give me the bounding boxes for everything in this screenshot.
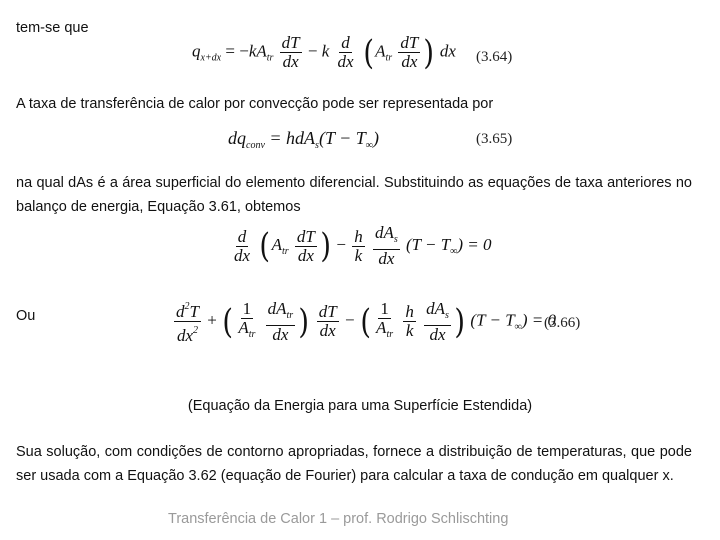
equation-substituted: $\frac{d}{dx}$ ($A_{tr}$ $\frac{dT}{dx}$ ) − $\frac{h}{k}$ $\frac{dA_s}{dx}$ $(T - T_\infty) = 0$ (234, 223, 492, 268)
equation-number-3-66: (3.66) (544, 315, 581, 331)
paragraph-1: na qual dAs é a área superficial do elemento diferencial. Substituindo as equações de taxa anteriores no balanço de energia, Equação 3.61, obtemos (16, 175, 692, 215)
equation-3-65: $dq_{conv} = hdA_s(T - T_\infty)$ (228, 128, 379, 151)
intro-text-1: tem-se que (16, 20, 89, 36)
equation-3-66: $\frac{d^2T}{dx^2}$ + ( $\frac{1}{A_{tr}}$ $\frac{dA_{tr}}{dx}$ ) $\frac{dT}{dx}$ − ( $\frac{1}{A_{tr}}$ $\frac{h}{k}$ $\frac{dA_s}{dx}$ ) $(T - T_\infty) = 0$ (176, 298, 556, 345)
intro-text-3: Ou (16, 308, 36, 324)
equation-number-3-64: (3.64) (476, 49, 513, 65)
equation-caption: (Equação da Energia para uma Superfície Estendida) (187, 398, 533, 414)
paragraph-2: Sua solução, com condições de contorno apropriadas, fornece a distribuição de temperaturas, que pode ser usada com a Equação 3.62 (equação de Fourier) para calcular a taxa de condução em qualquer x. (16, 444, 692, 484)
equation-number-3-65: (3.65) (476, 131, 513, 147)
footer-text: Transferência de Calor 1 – prof. Rodrigo Schlischting (168, 511, 509, 527)
intro-text-2: A taxa de transferência de calor por convecção pode ser representada por (16, 96, 494, 112)
equation-3-64: $q_{x+dx} = -kA_{tr}$ $\frac{dT}{dx}$ − k $\frac{d}{dx}$ ($A_{tr}$ $\frac{dT}{dx}$ ) dx (192, 32, 456, 73)
